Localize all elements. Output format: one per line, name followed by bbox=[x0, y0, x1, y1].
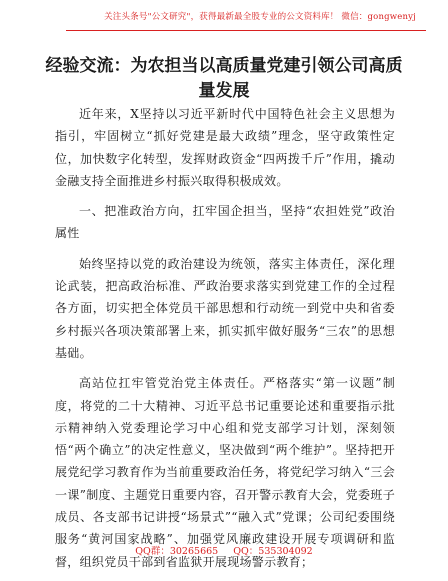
paragraph-political-building: 始终坚持以党的政治建设为统领，落实主体责任，深化理论武装，把高政治标准、严政治要求落实到党建工作的全过程各方面，切实把全体党员干部思想和行动统一到党中央和省委乡村振兴各项决策部署上来，抓实抓牢做好服务“三农”的思想基础。 bbox=[55, 256, 395, 360]
header-banner: 关注头条号"公文研究"，获得最新最全股专业的公文资料库！ 微信：gongwenyj bbox=[104, 12, 416, 22]
header-divider bbox=[66, 30, 426, 31]
paragraph-party-responsibility: 高站位扛牢管党治党主体责任。严格落实“第一议题”制度，将党的二十大精神、习近平总书记重要论述和重要指示批示精神纳入党委理论学习中心组和党支部学习计划，深刻领悟“两个确立”的决定性意义，坚决做到“两个维护”。坚持把开展党纪学习教育作为当前重要政治任务，将党纪学习纳入“三会一课”制度、主题党日重要内容，召开警示教育大会，党委班子成员、各支部书记讲授“场景式”“融入式”党课；公司纪委围绕服务“黄河国家战略”、加强党风廉政建设开展专项调研和监督，组织党员干部到省监狱开展现场警示教育； bbox=[55, 376, 395, 569]
section-heading: 一、把准政治方向，扛牢国企担当，坚持“农担姓党”政治属性 bbox=[55, 204, 395, 241]
footer bbox=[0, 543, 448, 557]
document-title: 经验交流：为农担当以高质量党建引领公司高质量发展 bbox=[45, 56, 403, 101]
footer-qq-group: QQ群：30265665 bbox=[135, 546, 219, 557]
footer-qq: QQ：535304092 bbox=[233, 546, 313, 557]
paragraph-intro: 近年来，X坚持以习近平新时代中国特色社会主义思想为指引，牢固树立“抓好党建是最大政绩”理念，坚守政策性定位，加快数字化转型，发挥财政资金“四两拨千斤”作用，撬动金融支持全面推进乡村振兴取得积极成效。 bbox=[55, 107, 395, 188]
document-body bbox=[55, 103, 395, 581]
